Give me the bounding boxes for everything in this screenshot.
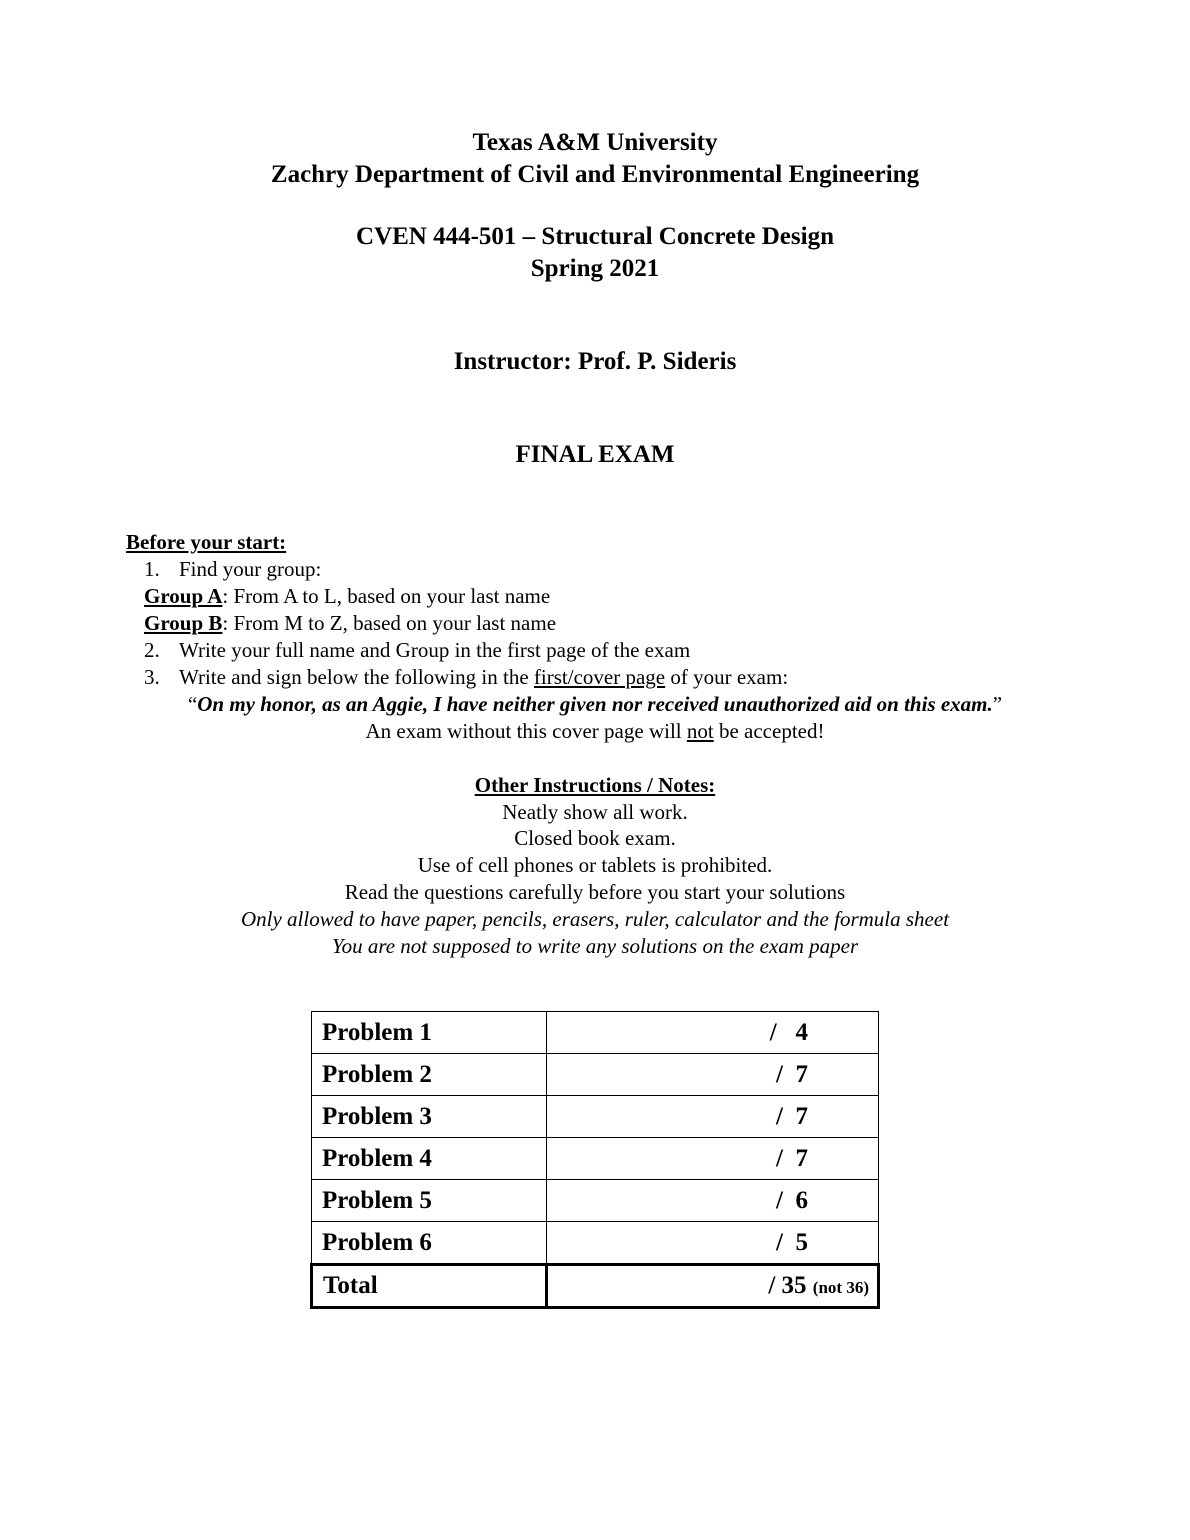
problem-label: Problem 5 [312, 1180, 547, 1222]
problem-score: / 6 [546, 1180, 878, 1222]
exam-title: FINAL EXAM [515, 441, 675, 468]
department-name: Zachry Department of Civil and Environmental Engineering [270, 161, 920, 188]
total-score-cell [546, 1265, 878, 1308]
table-row [312, 1138, 879, 1180]
problem-score: / 7 [546, 1054, 878, 1096]
total-row [312, 1265, 879, 1308]
before-start-heading: Before your start: [126, 530, 287, 554]
list-item-2 [144, 637, 691, 664]
problem-score: / 7 [546, 1138, 878, 1180]
group-b-label: Group B [144, 611, 223, 635]
group-a-label: Group A [144, 584, 223, 608]
term: Spring 2021 [530, 255, 660, 282]
problem-score: / 7 [546, 1096, 878, 1138]
problem-label: Problem 6 [312, 1222, 547, 1265]
total-label: Total [312, 1265, 547, 1308]
problem-score: / 4 [546, 1012, 878, 1054]
problem-score: / 5 [546, 1222, 878, 1265]
instruction-line: Read the questions carefully before you start your solutions [344, 880, 846, 904]
list-number: 1. [144, 557, 160, 581]
list-text: Find your group: [179, 557, 322, 581]
instruction-line-italic: Only allowed to have paper, pencils, erasers, ruler, calculator and the formula sheet [240, 907, 950, 931]
list-number: 3. [144, 665, 160, 689]
problem-label: Problem 4 [312, 1138, 547, 1180]
warning-post: be accepted! [713, 719, 825, 743]
quote-open: “ [187, 692, 198, 716]
total-note: (not 36) [812, 1278, 869, 1297]
table-row [312, 1180, 879, 1222]
group-b-text: : From M to Z, based on your last name [222, 611, 557, 635]
list-text [179, 664, 788, 691]
warning-not: not [686, 719, 714, 743]
other-instructions-heading: Other Instructions / Notes: [474, 773, 716, 797]
group-b-line [144, 610, 556, 637]
table-row [312, 1096, 879, 1138]
problem-label: Problem 3 [312, 1096, 547, 1138]
cover-page-underlined: first/cover page [533, 665, 666, 689]
honor-oath [0, 691, 1190, 718]
cover-page-warning [0, 718, 1190, 745]
list-text-post: of your exam: [665, 665, 789, 689]
instruction-line-italic: You are not supposed to write any solutions on the exam paper [331, 934, 859, 958]
instruction-line: Use of cell phones or tablets is prohibited. [417, 853, 773, 877]
total-score: / 35 [768, 1272, 807, 1299]
instruction-line: Neatly show all work. [502, 800, 688, 824]
list-item-1 [144, 556, 322, 583]
list-item-3 [144, 664, 789, 691]
list-text: Write your full name and Group in the first page of the exam [179, 638, 691, 662]
table-row [312, 1222, 879, 1265]
list-text-pre: Write and sign below the following in the [179, 665, 534, 689]
instruction-line: Closed book exam. [514, 826, 676, 850]
quote-close: ” [992, 692, 1003, 716]
course-title: CVEN 444-501 – Structural Concrete Design [356, 223, 834, 250]
university-name: Texas A&M University [472, 129, 718, 156]
group-a-line [144, 583, 550, 610]
table-row [312, 1012, 879, 1054]
table-row [312, 1054, 879, 1096]
problem-label: Problem 1 [312, 1012, 547, 1054]
oath-text: On my honor, as an Aggie, I have neither given nor received unauthorized aid on this exam. [197, 692, 993, 716]
score-table [310, 1011, 880, 1309]
warning-pre: An exam without this cover page will [365, 719, 687, 743]
instructor: Instructor: Prof. P. Sideris [453, 348, 737, 375]
group-a-text: : From A to L, based on your last name [222, 584, 551, 608]
list-number: 2. [144, 638, 160, 662]
problem-label: Problem 2 [312, 1054, 547, 1096]
